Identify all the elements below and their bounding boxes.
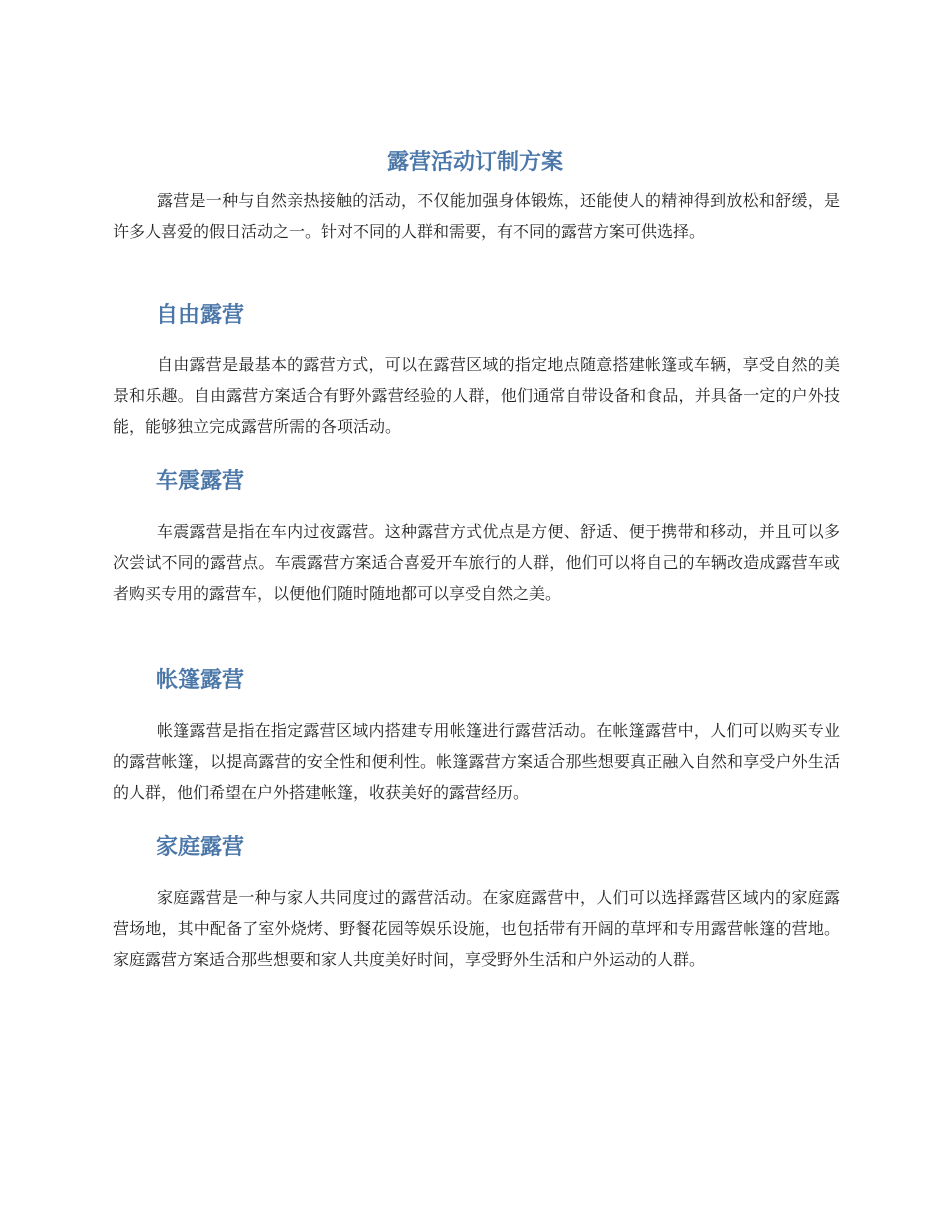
section-heading-tent-camping: 帐篷露营	[156, 668, 245, 693]
section-heading-car-camping: 车震露营	[156, 469, 245, 494]
section-heading-family-camping: 家庭露营	[156, 835, 245, 860]
section-body-free-camping: 自由露营是最基本的露营方式，可以在露营区域的指定地点随意搭建帐篷或车辆，享受自然的美景和乐趣。自由露营方案适合有野外露营经验的人群，他们通常自带设备和食品，并具备一定的户外技能，能够独立完成露营所需的各项活动。	[113, 355, 840, 436]
section-body-car-camping: 车震露营是指在车内过夜露营。这种露营方式优点是方便、舒适、便于携带和移动，并且可以多次尝试不同的露营点。车震露营方案适合喜爱开车旅行的人群，他们可以将自己的车辆改造成露营车或者购买专用的露营车，以便他们随时随地都可以享受自然之美。	[113, 522, 840, 603]
section-body-family-camping: 家庭露营是一种与家人共同度过的露营活动。在家庭露营中，人们可以选择露营区域内的家庭露营场地，其中配备了室外烧烤、野餐花园等娱乐设施，也包括带有开阔的草坪和专用露营帐篷的营地。家庭露营方案适合那些想要和家人共度美好时间，享受野外生活和户外运动的人群。	[113, 888, 840, 969]
section-heading-free-camping: 自由露营	[156, 303, 245, 328]
section-body-tent-camping: 帐篷露营是指在指定露营区域内搭建专用帐篷进行露营活动。在帐篷露营中，人们可以购买专业的露营帐篷，以提高露营的安全性和便利性。帐篷露营方案适合那些想要真正融入自然和享受户外生活的人群，他们希望在户外搭建帐篷，收获美好的露营经历。	[113, 721, 840, 802]
document-title: 露营活动订制方案	[386, 150, 563, 175]
intro-paragraph: 露营是一种与自然亲热接触的活动，不仅能加强身体锻炼，还能使人的精神得到放松和舒缓，是许多人喜爱的假日活动之一。针对不同的人群和需要，有不同的露营方案可供选择。	[113, 191, 840, 241]
